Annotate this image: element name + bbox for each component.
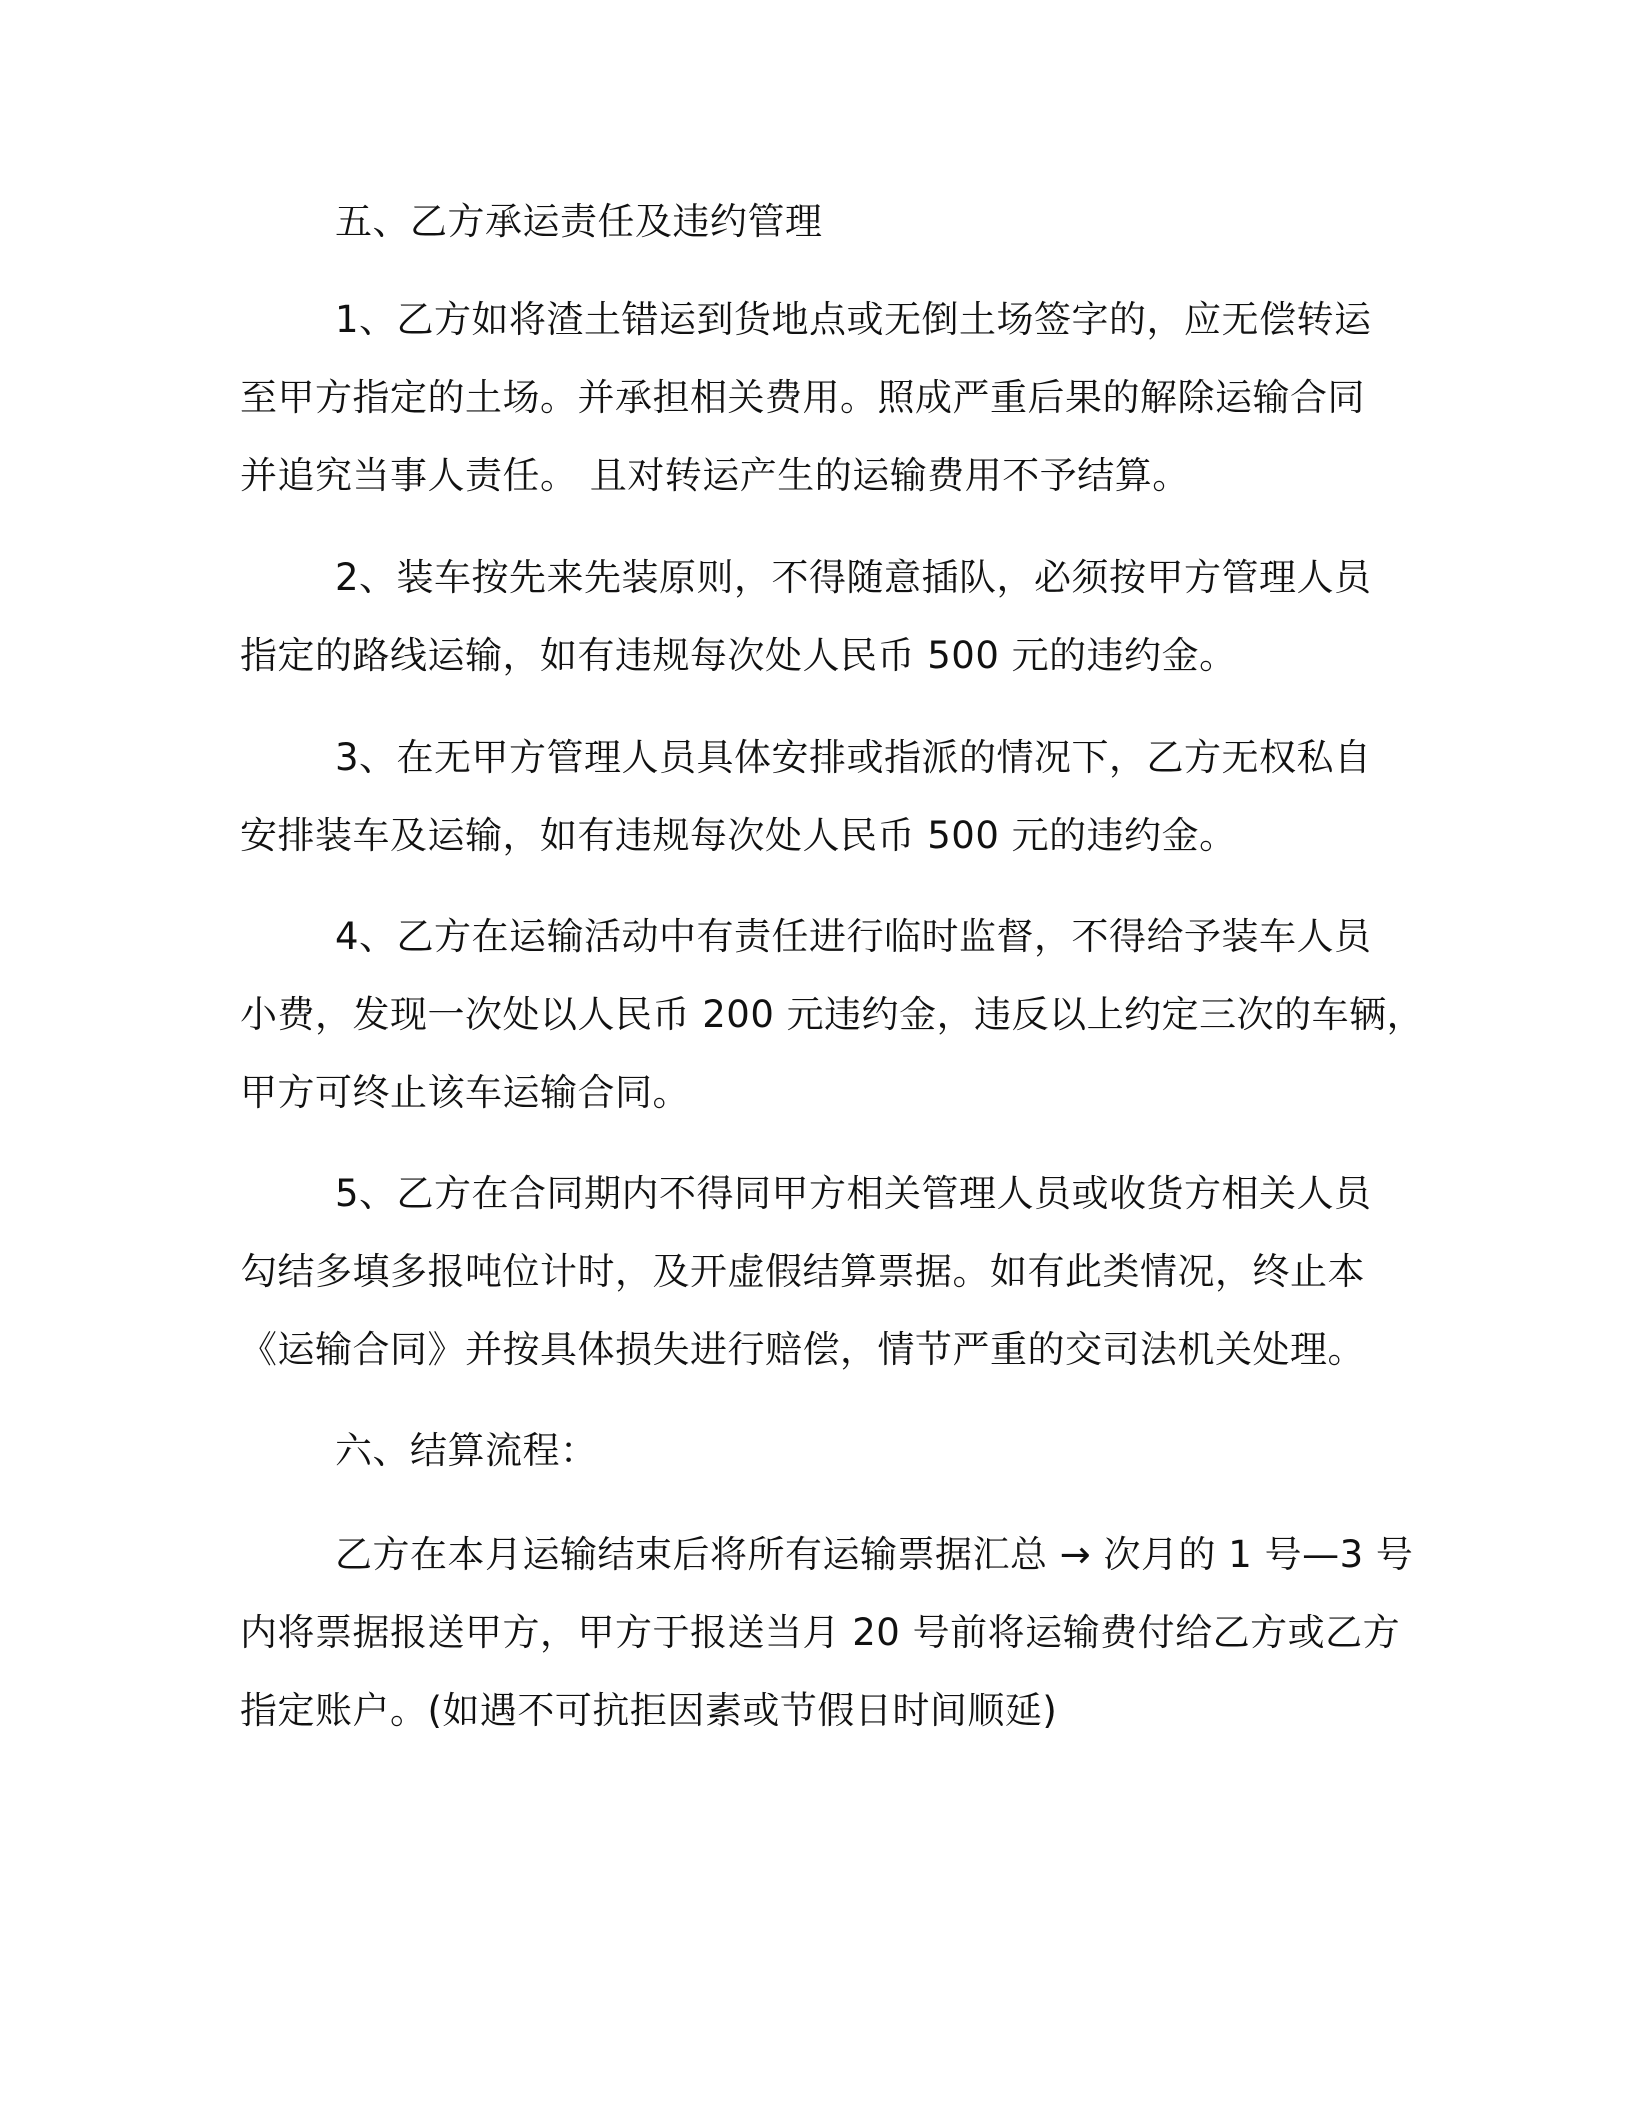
paragraph-line: 1、乙方如将渣土错运到货地点或无倒土场签字的，应无偿转运 bbox=[335, 298, 1372, 341]
paragraph-line: 勾结多填多报吨位计时，及开虚假结算票据。如有此类情况，终止本 bbox=[240, 1250, 1365, 1293]
paragraph-line: 《运输合同》并按具体损失进行赔偿，情节严重的交司法机关处理。 bbox=[240, 1328, 1365, 1371]
section-5-heading bbox=[240, 183, 1380, 261]
heading-text: 六、结算流程： bbox=[335, 1429, 598, 1472]
clause-1 bbox=[240, 281, 1380, 515]
settlement-paragraph bbox=[240, 1516, 1414, 1750]
paragraph-line: 安排装车及运输，如有违规每次处人民币 500 元的违约金。 bbox=[240, 814, 1237, 857]
section-6-heading bbox=[240, 1412, 1380, 1490]
paragraph-line: 指定的路线运输，如有违规每次处人民币 500 元的违约金。 bbox=[240, 634, 1237, 677]
clause-3 bbox=[240, 719, 1380, 875]
paragraph-line: 至甲方指定的土场。并承担相关费用。照成严重后果的解除运输合同 bbox=[240, 376, 1365, 419]
clause-2 bbox=[240, 539, 1380, 695]
paragraph-line: 甲方可终止该车运输合同。 bbox=[240, 1071, 690, 1114]
paragraph-line: 内将票据报送甲方，甲方于报送当月 20 号前将运输费付给乙方或乙方 bbox=[240, 1611, 1401, 1654]
paragraph-line: 乙方在本月运输结束后将所有运输票据汇总 → 次月的 1 号—3 号 bbox=[335, 1533, 1414, 1576]
paragraph-line: 3、在无甲方管理人员具体安排或指派的情况下，乙方无权私自 bbox=[335, 736, 1372, 779]
clause-5 bbox=[240, 1155, 1380, 1389]
paragraph-line: 4、乙方在运输活动中有责任进行临时监督，不得给予装车人员 bbox=[335, 915, 1372, 958]
paragraph-line: 并追究当事人责任。 且对转运产生的运输费用不予结算。 bbox=[240, 454, 1190, 497]
paragraph-line: 指定账户。(如遇不可抗拒因素或节假日时间顺延) bbox=[240, 1689, 1058, 1732]
paragraph-line: 5、乙方在合同期内不得同甲方相关管理人员或收货方相关人员 bbox=[335, 1172, 1372, 1215]
paragraph-line: 小费，发现一次处以人民币 200 元违约金，违反以上约定三次的车辆， bbox=[240, 993, 1425, 1036]
clause-4 bbox=[240, 898, 1425, 1132]
paragraph-line: 2、装车按先来先装原则，不得随意插队，必须按甲方管理人员 bbox=[335, 556, 1372, 599]
heading-text: 五、乙方承运责任及违约管理 bbox=[335, 200, 823, 243]
